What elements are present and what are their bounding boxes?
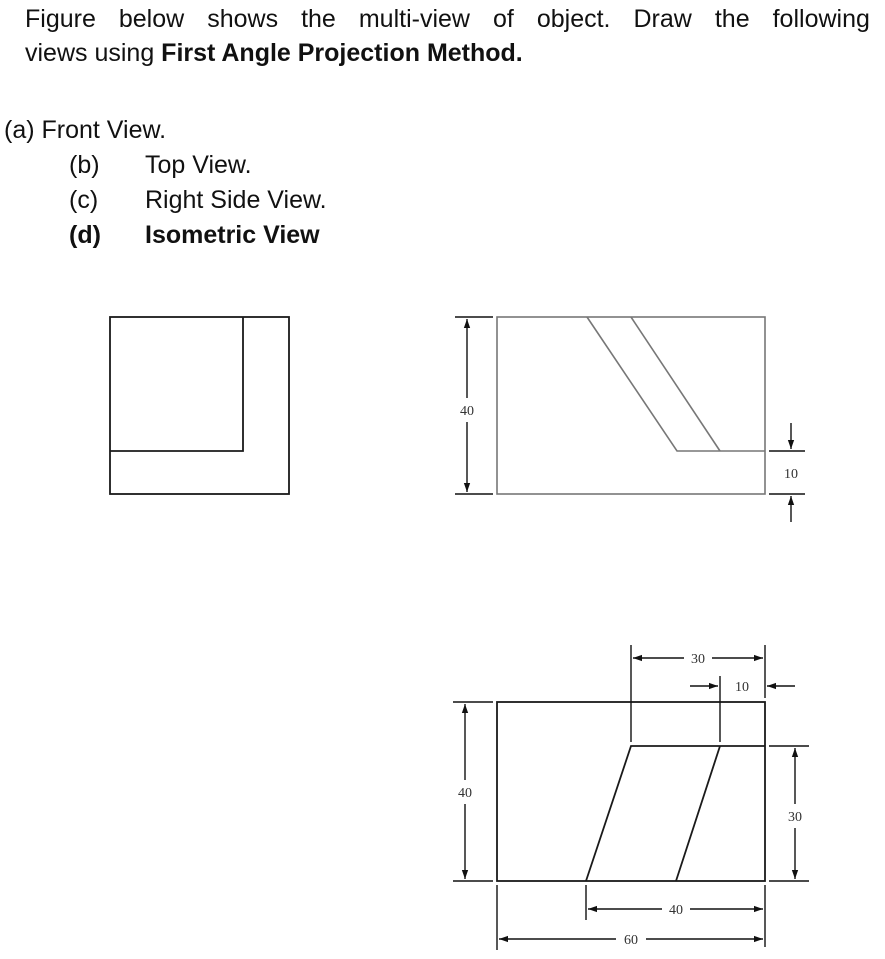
dimension-label: 40 (460, 404, 474, 419)
question-word: Figure (25, 5, 96, 33)
dimension-label: 10 (735, 680, 749, 695)
question-word: the (301, 5, 336, 33)
item-letter: (c) (69, 186, 99, 214)
question-word: following (772, 5, 870, 33)
question-word: shows (207, 5, 279, 33)
dimension-label: 40 (458, 786, 472, 801)
left-view (110, 317, 289, 494)
item-letter: (d) (69, 221, 101, 249)
item-label: Front View. (41, 116, 167, 144)
upper-right-view (455, 317, 805, 522)
left-view-step-edge (110, 317, 243, 451)
question-word: of (492, 5, 514, 33)
question-word: object. (536, 5, 611, 33)
dimension-label: 30 (691, 652, 705, 667)
lower-view-slot-edge (676, 746, 720, 881)
question-word: below (118, 5, 185, 33)
left-view-outline (110, 317, 289, 494)
question-word: the (714, 5, 750, 33)
dimension-label: 60 (624, 933, 638, 948)
lower-view-slot-edge (586, 746, 765, 881)
question-word: Draw (633, 5, 692, 33)
dimension-label: 10 (784, 467, 798, 482)
item-label: Top View. (145, 151, 252, 179)
item-label: Isometric View (145, 221, 320, 249)
item-letter: (b) (69, 151, 100, 179)
question-plain-text: views using (25, 39, 162, 67)
projection-method-text: First Angle Projection Method. (161, 39, 523, 67)
item-label: Right Side View. (145, 186, 327, 214)
dimension-label: 40 (669, 903, 683, 918)
lower-right-view (453, 645, 809, 950)
dimension-label: 30 (788, 810, 802, 825)
question-word: multi-view (358, 5, 470, 33)
upper-view-slot-edge (631, 317, 720, 451)
upper-view-outline (497, 317, 765, 494)
item-letter: (a) (4, 116, 35, 144)
